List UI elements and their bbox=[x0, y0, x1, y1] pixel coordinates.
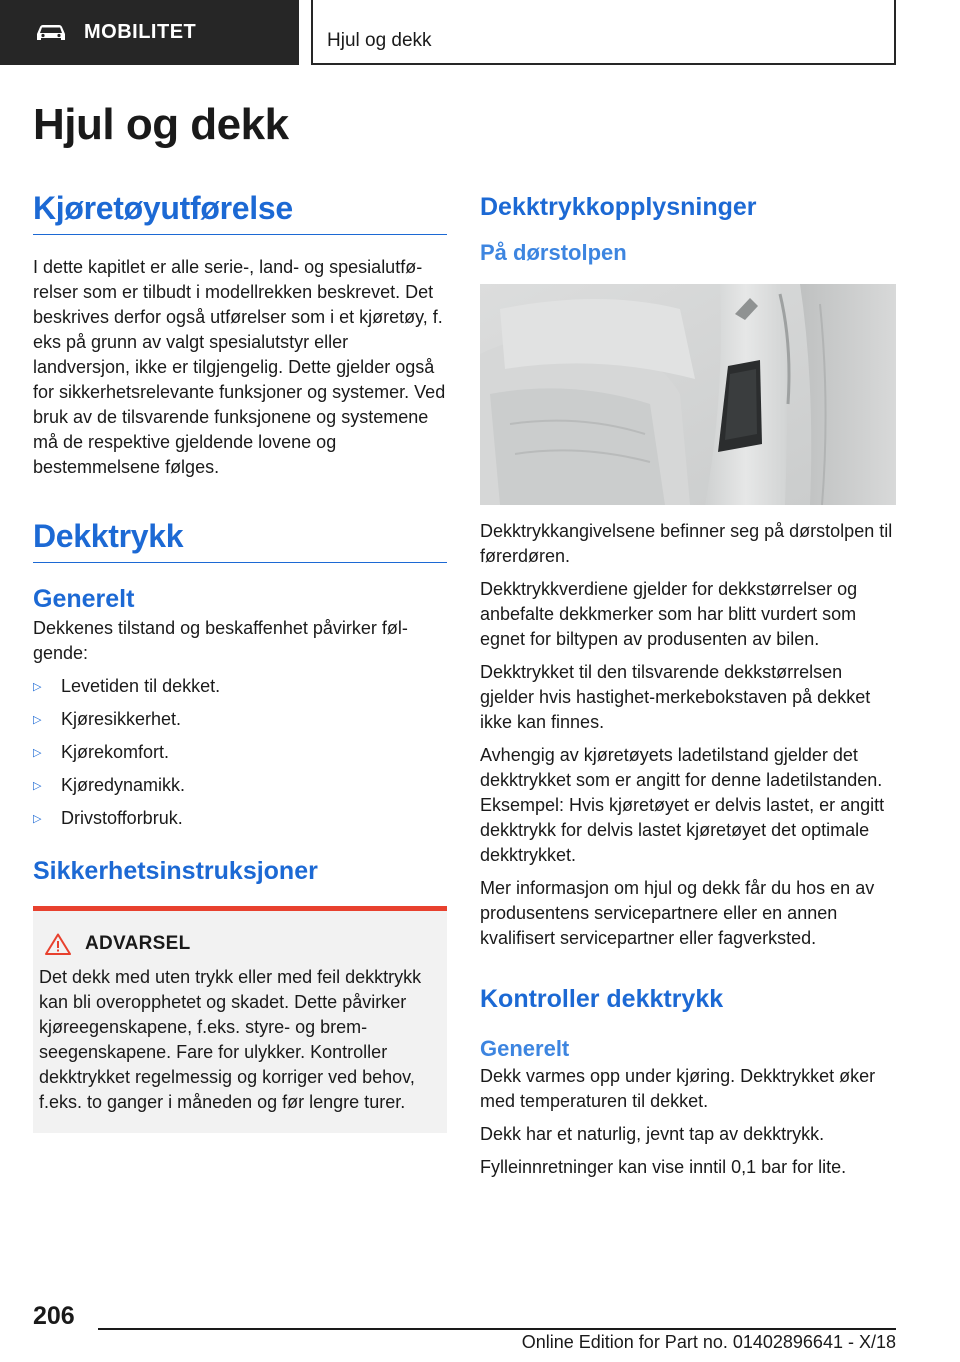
heading-door-pillar: På dørstolpen bbox=[480, 240, 627, 265]
heading-general: Generelt bbox=[33, 585, 135, 613]
warning-text: Det dekk med uten trykk eller med feil dekktrykk kan bli overopphetet og skadet. Dette påvirker kjøreegenskapene, f.eks. styre- og bremseegenskapene. Fare for ulykker. Kontroller dekktrykket regelmessig og korriger ved behov, f.eks. to ganger i måneden og før lengre turer. bbox=[39, 967, 422, 1112]
page-number: 206 bbox=[33, 1302, 75, 1330]
paragraph-1: Dekktrykkangivelsene befinner seg på dørstolpen til førerdøren. bbox=[480, 521, 893, 566]
paragraph-2: Dekktrykkverdiene gjelder for dekkstørrelser og anbefalte dekkmerker som har blitt vurdert som egnet for biltypen av produsenten av bilen. bbox=[480, 579, 858, 649]
car-icon bbox=[34, 23, 68, 43]
paragraph-5: Mer informasjon om hjul og dekk får du hos en av produsentens servicepartnere eller en annen kvalifisert servicepartner eller fagverksted. bbox=[480, 878, 875, 948]
heading-check-pressure: Kontroller dekktrykk bbox=[480, 985, 724, 1013]
paragraph-vehicle-design: I dette kapitlet er alle serie-, land- og spesialutførelser som er tilbudt i modellrekken beskrevet. Det beskrives derfor også utførelser som i et kjøretøy, f. eks på grunn av valgt spesialutstyr eller landversjon, ikke er tilgjengelig. Dette gjelder også for sikkerhetsrelevante funksjoner og systemer. Ved bruk av de tilsvarende funksjonene og systemene må de respektive gjeldende lovene og bestemmelsene følges. bbox=[33, 257, 446, 477]
footer-divider bbox=[98, 1328, 896, 1330]
paragraph-4: Avhengig av kjøretøyets ladetilstand gjelder det dekktrykket som er angitt for denne ladetilstanden. Eksempel: Hvis kjøretøyet er delvis lastet, er angitt dekktrykk for delvis lastet kjøretøyet det optimale dekktrykket. bbox=[480, 745, 885, 865]
paragraph-8: Fylleinnretninger kan vise inntil 0,1 bar for lite. bbox=[480, 1157, 847, 1177]
list-item: ▷ Kjøredynamikk. bbox=[33, 775, 186, 795]
heading-safety: Sikkerhetsinstruksjoner bbox=[33, 857, 318, 885]
heading-general-2: Generelt bbox=[480, 1036, 570, 1061]
edition-text: Online Edition for Part no. 01402896641 - X/18 bbox=[521, 1332, 896, 1352]
warning-box bbox=[33, 906, 447, 1133]
heading-tire-info: Dekktrykkopplysninger bbox=[480, 193, 757, 221]
left-column bbox=[33, 190, 447, 1133]
heading-vehicle-design: Kjøretøyutførelse bbox=[33, 190, 447, 235]
triangle-bullet-icon: ▷ bbox=[33, 681, 42, 693]
section-tab bbox=[0, 0, 299, 65]
triangle-bullet-icon: ▷ bbox=[33, 780, 42, 792]
heading-tire-pressure: Dekktrykk bbox=[33, 518, 447, 563]
list-item: ▷ Drivstofforbruk. bbox=[33, 808, 183, 828]
triangle-bullet-icon: ▷ bbox=[33, 747, 42, 759]
paragraph-3: Dekktrykket til den tilsvarende dekkstørrelsen gjelder hvis hastighet-merkebokstaven på dekket ikke kan finnes. bbox=[480, 662, 871, 732]
section-label: MOBILITET bbox=[84, 21, 197, 43]
list-item: ▷ Kjøresikkerhet. bbox=[33, 709, 182, 729]
right-column bbox=[480, 190, 896, 1180]
warning-triangle-icon bbox=[45, 933, 71, 955]
triangle-bullet-icon: ▷ bbox=[33, 714, 42, 726]
bullet-list bbox=[33, 670, 447, 835]
paragraph-general: Dekkenes tilstand og beskaffenhet påvirker følgende: bbox=[33, 618, 408, 663]
paragraph-7: Dekk har et naturlig, jevnt tap av dekktrykk. bbox=[480, 1124, 825, 1144]
list-item: ▷ Kjørekomfort. bbox=[33, 742, 170, 762]
warning-header bbox=[39, 933, 439, 955]
page-title: Hjul og dekk bbox=[33, 100, 289, 149]
triangle-bullet-icon: ▷ bbox=[33, 813, 42, 825]
paragraph-6: Dekk varmes opp under kjøring. Dekktrykket øker med temperaturen til dekket. bbox=[480, 1066, 876, 1111]
topic-header: Hjul og dekk bbox=[311, 0, 896, 65]
door-pillar-image bbox=[480, 284, 896, 505]
list-item: ▷ Levetiden til dekket. bbox=[33, 676, 221, 696]
warning-title: ADVARSEL bbox=[85, 933, 191, 954]
